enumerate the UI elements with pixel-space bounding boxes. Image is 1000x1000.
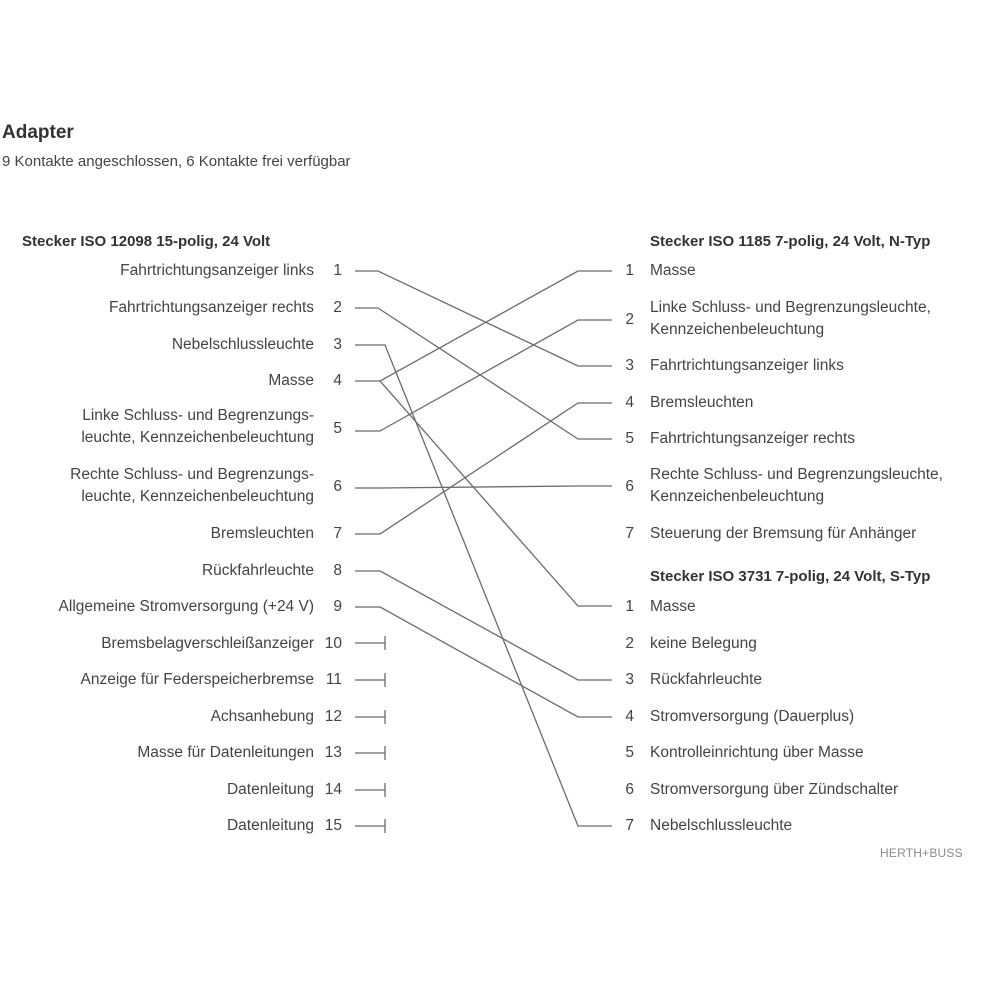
left-pin-8-label: Rückfahrleuchte	[201, 562, 314, 579]
left-pin-9-number: 9	[333, 598, 342, 615]
left-pin-12-label: Achsanhebung	[210, 708, 314, 725]
right-s-pin-6-label: Stromversorgung über Zündschalter	[650, 781, 899, 798]
right-s-pin-3-label: Rückfahrleuchte	[650, 671, 763, 688]
right-n-pin-3-number: 3	[625, 357, 634, 374]
left-pin-5-label-line1: Linke Schluss- und Begrenzungs-	[82, 407, 314, 424]
left-pin-2-label: Fahrtrichtungsanzeiger rechts	[108, 299, 314, 316]
left-pin-13-number: 13	[324, 744, 342, 761]
wire-l5-n2	[355, 320, 612, 431]
left-pin-7-number: 7	[333, 525, 342, 542]
left-pin-12-number: 12	[324, 708, 342, 725]
right-n-pin-6-number: 6	[625, 478, 634, 495]
left-pin-6-number: 6	[333, 478, 342, 495]
right-n-pin-6-label-line1: Rechte Schluss- und Begrenzungsleuchte,	[650, 466, 943, 483]
right-n-pin-3-label: Fahrtrichtungsanzeiger links	[650, 357, 844, 374]
wire-l9-s4	[355, 607, 612, 717]
right-s-pin-1-label: Masse	[650, 598, 696, 615]
right-n-pin-7-number: 7	[625, 525, 634, 542]
right-s-pin-4-label: Stromversorgung (Dauerplus)	[650, 708, 855, 725]
right-s-pin-1-number: 1	[625, 598, 634, 615]
left-pin-6-label-line1: Rechte Schluss- und Begrenzungs-	[70, 466, 314, 483]
wire-l6-n6	[355, 486, 612, 488]
right-s-pin-2-number: 2	[625, 635, 634, 652]
left-pin-4-label: Masse	[268, 372, 314, 389]
left-pin-10-number: 10	[324, 635, 342, 652]
right-n-pin-2-label-line1: Linke Schluss- und Begrenzungsleuchte,	[650, 299, 931, 316]
right-s-pin-6-number: 6	[625, 781, 634, 798]
right-s-pin-2-label: keine Belegung	[650, 635, 757, 652]
free-contact-13	[355, 746, 385, 760]
right-n-pin-6-label-line2: Kennzeichenbeleuchtung	[650, 488, 825, 505]
free-contact-15	[355, 819, 385, 833]
left-pin-8-number: 8	[333, 562, 342, 579]
right-n-pin-4-number: 4	[625, 394, 634, 411]
right-n-pin-2-label-line2: Kennzeichenbeleuchtung	[650, 321, 825, 338]
wire-l4-s1	[380, 381, 612, 606]
wire-l8-s3	[355, 571, 612, 680]
free-contact-14	[355, 783, 385, 797]
right-n-pin-1-number: 1	[625, 262, 634, 279]
left-pin-1-number: 1	[333, 262, 342, 279]
left-pin-14-number: 14	[324, 781, 342, 798]
left-pin-9-label: Allgemeine Stromversorgung (+24 V)	[58, 598, 314, 615]
right-n-connector-header: Stecker ISO 1185 7-polig, 24 Volt, N-Typ	[650, 233, 931, 250]
free-contact-10	[355, 636, 385, 650]
free-contact-11	[355, 673, 385, 687]
left-pin-2-number: 2	[333, 299, 342, 316]
left-pin-6-label-line2: leuchte, Kennzeichenbeleuchtung	[81, 488, 314, 505]
right-s-pin-5-label: Kontrolleinrichtung über Masse	[650, 744, 864, 761]
left-pin-5-label-line2: leuchte, Kennzeichenbeleuchtung	[81, 429, 314, 446]
left-connector-header: Stecker ISO 12098 15-polig, 24 Volt	[22, 233, 271, 250]
right-n-pin-5-number: 5	[625, 430, 634, 447]
left-pin-10-label: Bremsbelagverschleißanzeiger	[101, 635, 314, 652]
right-s-pin-4-number: 4	[625, 708, 634, 725]
left-pin-15-label: Datenleitung	[226, 817, 314, 834]
right-n-pin-4-label: Bremsleuchten	[650, 394, 754, 411]
diagram-title: Adapter	[2, 122, 74, 143]
right-n-pin-1-label: Masse	[650, 262, 696, 279]
left-pin-13-label: Masse für Datenleitungen	[137, 744, 314, 761]
left-pin-11-label: Anzeige für Federspeicherbremse	[80, 671, 314, 688]
diagram-subtitle: 9 Kontakte angeschlossen, 6 Kontakte frei verfügbar	[2, 153, 351, 170]
wire-l7-n4	[355, 403, 612, 534]
brand-logo: HERTH+BUSS	[880, 846, 963, 860]
wire-l3-s7	[355, 345, 612, 826]
right-s-pin-5-number: 5	[625, 744, 634, 761]
left-pin-1-label: Fahrtrichtungsanzeiger links	[120, 262, 314, 279]
left-pin-3-label: Nebelschlussleuchte	[171, 336, 314, 353]
left-pin-14-label: Datenleitung	[226, 781, 314, 798]
right-n-pin-7-label: Steuerung der Bremsung für Anhänger	[650, 525, 917, 542]
right-n-pin-2-number: 2	[625, 311, 634, 328]
right-n-pin-5-label: Fahrtrichtungsanzeiger rechts	[650, 430, 856, 447]
left-pin-3-number: 3	[333, 336, 342, 353]
free-contact-12	[355, 710, 385, 724]
right-s-connector-header: Stecker ISO 3731 7-polig, 24 Volt, S-Typ	[650, 568, 931, 585]
right-s-pin-7-number: 7	[625, 817, 634, 834]
left-pin-4-number: 4	[333, 372, 342, 389]
left-pin-15-number: 15	[324, 817, 342, 834]
left-pin-5-number: 5	[333, 420, 342, 437]
right-s-pin-3-number: 3	[625, 671, 634, 688]
left-pin-11-number: 11	[325, 671, 342, 688]
left-pin-7-label: Bremsleuchten	[210, 525, 314, 542]
right-s-pin-7-label: Nebelschlussleuchte	[650, 817, 793, 834]
